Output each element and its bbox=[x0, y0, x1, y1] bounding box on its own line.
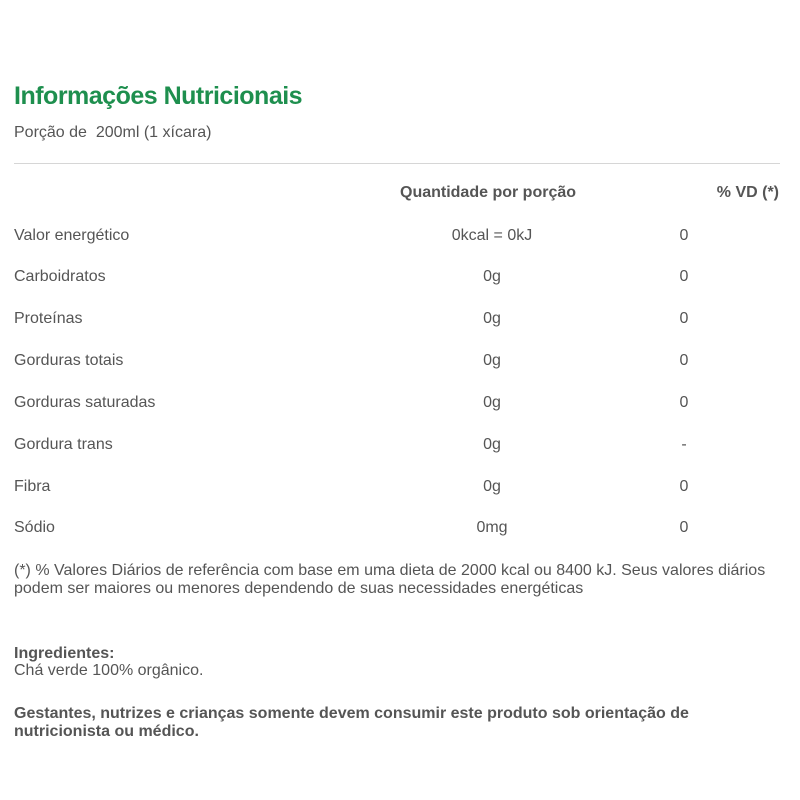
table-row-gorduras-totais bbox=[0, 352, 800, 376]
column-header-vd: % VD (*) bbox=[716, 184, 779, 201]
nutrient-vd: 0 bbox=[679, 394, 689, 411]
consumption-warning: Gestantes, nutrizes e crianças somente devem consumir este produto sob orientação de nutricionista ou médico. bbox=[14, 705, 689, 740]
nutrient-vd: 0 bbox=[679, 478, 689, 495]
ingredients-text: Chá verde 100% orgânico. bbox=[14, 662, 204, 679]
nutrient-vd: 0 bbox=[679, 227, 689, 244]
column-header-quantity: Quantidade por porção bbox=[399, 184, 577, 201]
nutrient-name: Carboidratos bbox=[14, 268, 106, 285]
nutrient-name: Proteínas bbox=[14, 310, 83, 327]
nutrient-quantity: 0g bbox=[483, 478, 501, 495]
table-row-gorduras-saturadas bbox=[0, 394, 800, 418]
page-title: Informações Nutricionais bbox=[14, 82, 303, 110]
nutrient-vd: 0 bbox=[679, 352, 689, 369]
nutrient-name: Gorduras saturadas bbox=[14, 394, 156, 411]
header-divider bbox=[14, 163, 780, 164]
nutrient-name: Gordura trans bbox=[14, 436, 113, 453]
table-row-proteinas bbox=[0, 310, 800, 334]
nutrient-quantity: 0kcal = 0kJ bbox=[451, 227, 533, 244]
nutrient-quantity: 0g bbox=[483, 352, 501, 369]
nutrient-vd: 0 bbox=[679, 310, 689, 327]
table-row-sodio bbox=[0, 519, 800, 543]
nutrient-name: Valor energético bbox=[14, 227, 130, 244]
table-row-fibra bbox=[0, 478, 800, 502]
ingredients-label: Ingredientes: bbox=[14, 645, 115, 662]
nutrient-quantity: 0g bbox=[483, 310, 501, 327]
nutrient-quantity: 0g bbox=[483, 436, 501, 453]
table-row-gordura-trans bbox=[0, 436, 800, 460]
nutrient-quantity: 0g bbox=[483, 394, 501, 411]
nutrient-name: Sódio bbox=[14, 519, 55, 536]
daily-values-footnote: (*) % Valores Diários de referência com base em uma dieta de 2000 kcal ou 8400 kJ. Seus valores diários podem ser maiores ou menores dependendo de suas necessidades energéticas bbox=[14, 562, 766, 597]
nutrient-name: Gorduras totais bbox=[14, 352, 124, 369]
nutrient-quantity: 0g bbox=[483, 268, 501, 285]
nutrient-vd: - bbox=[681, 436, 687, 453]
portion-size: Porção de 200ml (1 xícara) bbox=[14, 124, 212, 141]
table-row-valor-energetico bbox=[0, 227, 800, 251]
table-row-carboidratos bbox=[0, 268, 800, 292]
nutrient-name: Fibra bbox=[14, 478, 51, 495]
nutrient-vd: 0 bbox=[679, 519, 689, 536]
nutrient-vd: 0 bbox=[679, 268, 689, 285]
nutrient-quantity: 0mg bbox=[476, 519, 508, 536]
